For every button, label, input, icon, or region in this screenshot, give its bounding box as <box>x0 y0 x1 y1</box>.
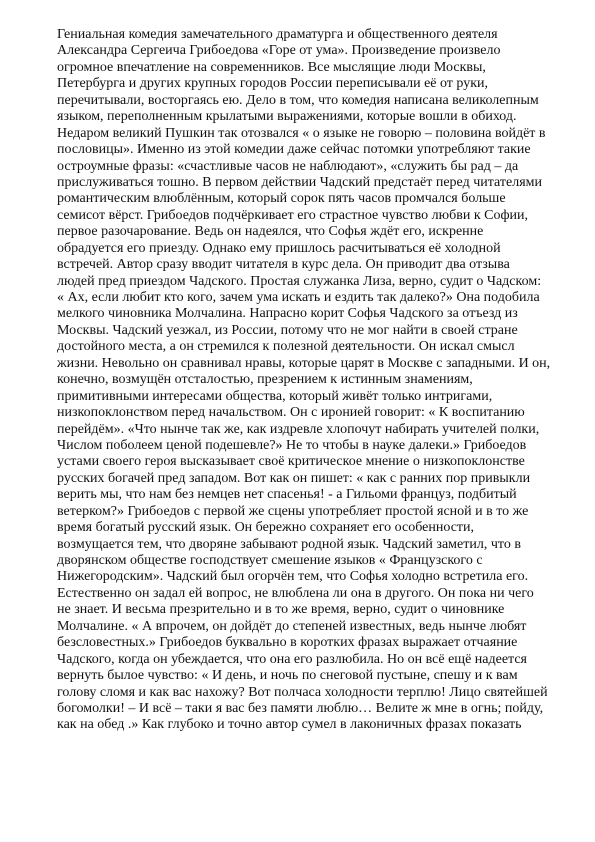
text-line: ветерком?» Грибоедов с первой же сцены употребляет простой ясной и в то же <box>57 503 529 519</box>
text-line: Москвы. Чадский уезжал, из России, потому что не мог найти в своей стране <box>57 322 518 338</box>
text-line: примитивными интересами общества, который живёт только интригами, <box>57 388 493 404</box>
text-line: прислуживаться тошно. В первом действии Чадский предстаёт перед читателями <box>57 174 542 190</box>
text-line: верить мы, что нам без немцев нет спасенья! - а Гильоми француз, подбитый <box>57 487 517 503</box>
text-line: людей пред приездом Чадского. Простая служанка Лиза, верно, судит о Чадском: <box>57 273 542 289</box>
text-line: возмущается тем, что дворяне забывают родной язык. Чадский заметил, что в <box>57 536 521 552</box>
document-body <box>57 27 562 734</box>
text-line: не знает. И весьма презрительно и в то же время, верно, судит о чиновнике <box>57 602 505 618</box>
text-line: « Ах, если любит кто кого, зачем ума искать и ездить так далеко?» Она подобила <box>57 290 540 305</box>
text-line: безсловестных.» Грибоедов буквально в коротких фразах выражает отчаяние <box>57 635 518 651</box>
text-line: как на обед .» Как глубоко и точно автор сумел в лаконичных фразах показать <box>57 717 522 733</box>
text-line: перейдём». «Что нынче так же, как издревле хлопочут набирать учителей полки, <box>57 421 540 437</box>
text-line: встречей. Автор сразу вводит читателя в курс дела. Он приводит два отзыва <box>57 257 510 273</box>
text-line: Чадского, когда он убеждается, что она его разлюбила. Но он всё ещё надеется <box>57 651 527 667</box>
text-line: конечно, возмущён отсталостью, презрением к истинным знамениям, <box>57 372 473 388</box>
text-line: языком, переполненным крылатыми выражениями, которые вошли в обиход. <box>57 109 517 125</box>
text-line: семисот вёрст. Грибоедов подчёркивает его страстное чувство любви к Софии, <box>57 207 529 223</box>
text-line: Александра Сергеича Грибоедова «Горе от ума». Произведение произвело <box>57 43 501 59</box>
text-line: Недаром великий Пушкин так отозвался « о языке не говорю – половина войдёт в <box>57 125 546 141</box>
text-line: обрадуется его приезду. Однако ему пришлось расчитываться её холодной <box>57 240 501 256</box>
text-line: время богатый русский язык. Он бережно сохраняет его особенности, <box>57 520 475 536</box>
text-line: достойного места, а он стремился к полезной деятельности. Он искал смысл <box>57 339 515 355</box>
text-line: вернуть былое чувство: « И день, и ночь по снеговой пустыне, спешу и к вам <box>57 668 518 684</box>
text-line: остроумные фразы: «счастливые часов не наблюдают», «служить бы рад – да <box>57 158 519 174</box>
text-line: жизни. Невольно он сравнивал нравы, которые царят в Москве с западными. И он, <box>57 355 551 371</box>
text-line: Нижегородским». Чадский был огорчён тем, что Софья холодно встретила его. <box>57 569 529 585</box>
text-line: богомолки! – И всё – таки я вас без памяти люблю… Велите ж мне в огнь; пойду, <box>57 700 544 716</box>
text-line: романтическим влюблённым, который сорок пять часов промчался больше <box>57 191 506 207</box>
text-line: дворянском обществе господствует смешение языков « Французского с <box>57 553 483 568</box>
text-line: голову сломя и как вас нахожу? Вот полчаса холодности терплю! Лицо святейшей <box>57 684 548 700</box>
text-line: первое разочарование. Ведь он надеялся, что Софья ждёт его, искренне <box>57 224 484 240</box>
text-line: Молчалине. « А впрочем, он дойдёт до степеней известных, ведь нынче любят <box>57 618 527 634</box>
text-line: Петербурга и других крупных городов России переписывали её от руки, <box>57 76 489 92</box>
text-line: огромное впечатление на современников. Все мыслящие люди Москвы, <box>57 59 486 75</box>
text-line: устами своего героя высказывает своё критическое мнение о низкопоклонстве <box>57 454 525 470</box>
text-line: пословицы». Именно из этой комедии даже сейчас потомки употребляют такие <box>57 142 531 158</box>
text-line: Естественно он задал ей вопрос, не влюблена ли она в другого. Он пока ни чего <box>57 585 534 601</box>
text-line: Гениальная комедия замечательного драматурга и общественного деятеля <box>57 27 498 42</box>
text-line: русских богачей пред западом. Вот как он пишет: « как с ранних пор привыкли <box>57 470 531 486</box>
text-line: перечитывали, восторгаясь ею. Дело в том, что комедия написана великолепным <box>57 92 539 108</box>
text-line: мелкого чиновника Молчалина. Напрасно корит Софья Чадского за отъезд из <box>57 306 518 322</box>
text-line: Числом поболеем ценой подешевле?» Не то чтобы в науке далеки.» Грибоедов <box>57 437 527 453</box>
text-line: низкопоклонством перед начальством. Он с иронией говорит: « К воспитанию <box>57 405 525 421</box>
